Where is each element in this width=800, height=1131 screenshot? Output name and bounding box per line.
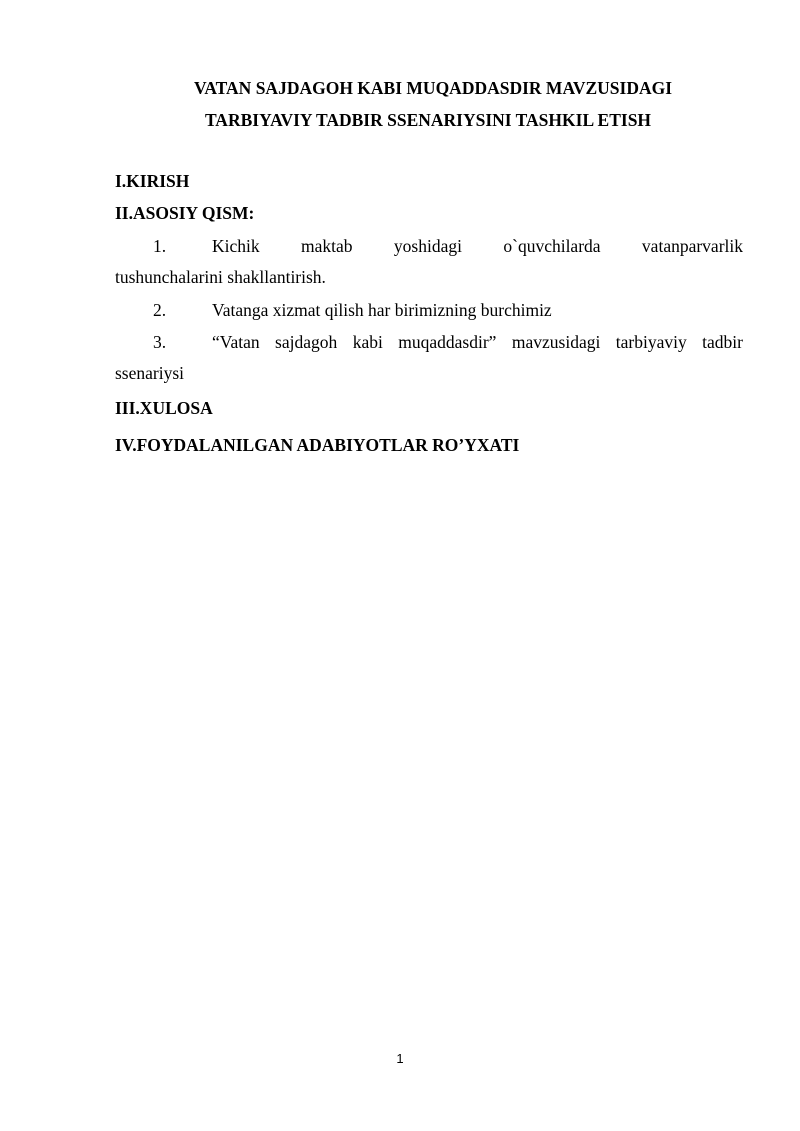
page-number: 1 (396, 1051, 404, 1066)
section-heading-intro: I.KIRISH (115, 171, 190, 191)
section-heading-references: IV.FOYDALANILGAN ADABIYOTLAR RO’YXATI (115, 435, 520, 455)
section-heading-conclusion: III.XULOSA (115, 398, 213, 418)
list-item-text-line2: tushunchalarini shakllantirish. (115, 267, 326, 287)
section-heading-main: II.ASOSIY QISM: (115, 203, 255, 223)
list-item-text-line1: Vatanga xizmat qilish har birimizning burchimiz (212, 300, 552, 320)
document-title-line2: TARBIYAVIY TADBIR SSENARIYSINI TASHKIL ETISH (204, 110, 652, 130)
list-item-text-line2: ssenariysi (115, 363, 185, 383)
document-title-line1: VATAN SAJDAGOH KABI MUQADDASDIR MAVZUSIDAGI (193, 78, 673, 98)
list-item-number: 3. (153, 332, 167, 352)
list-item-number: 1. (153, 236, 167, 256)
list-item-number: 2. (153, 300, 167, 320)
list-item-text-line1: Kichik maktab yoshidagi o`quvchilarda vatanparvarlik (212, 236, 743, 256)
list-item-text-line1: “Vatan sajdagoh kabi muqaddasdir” mavzusidagi tarbiyaviy tadbir (212, 332, 743, 352)
